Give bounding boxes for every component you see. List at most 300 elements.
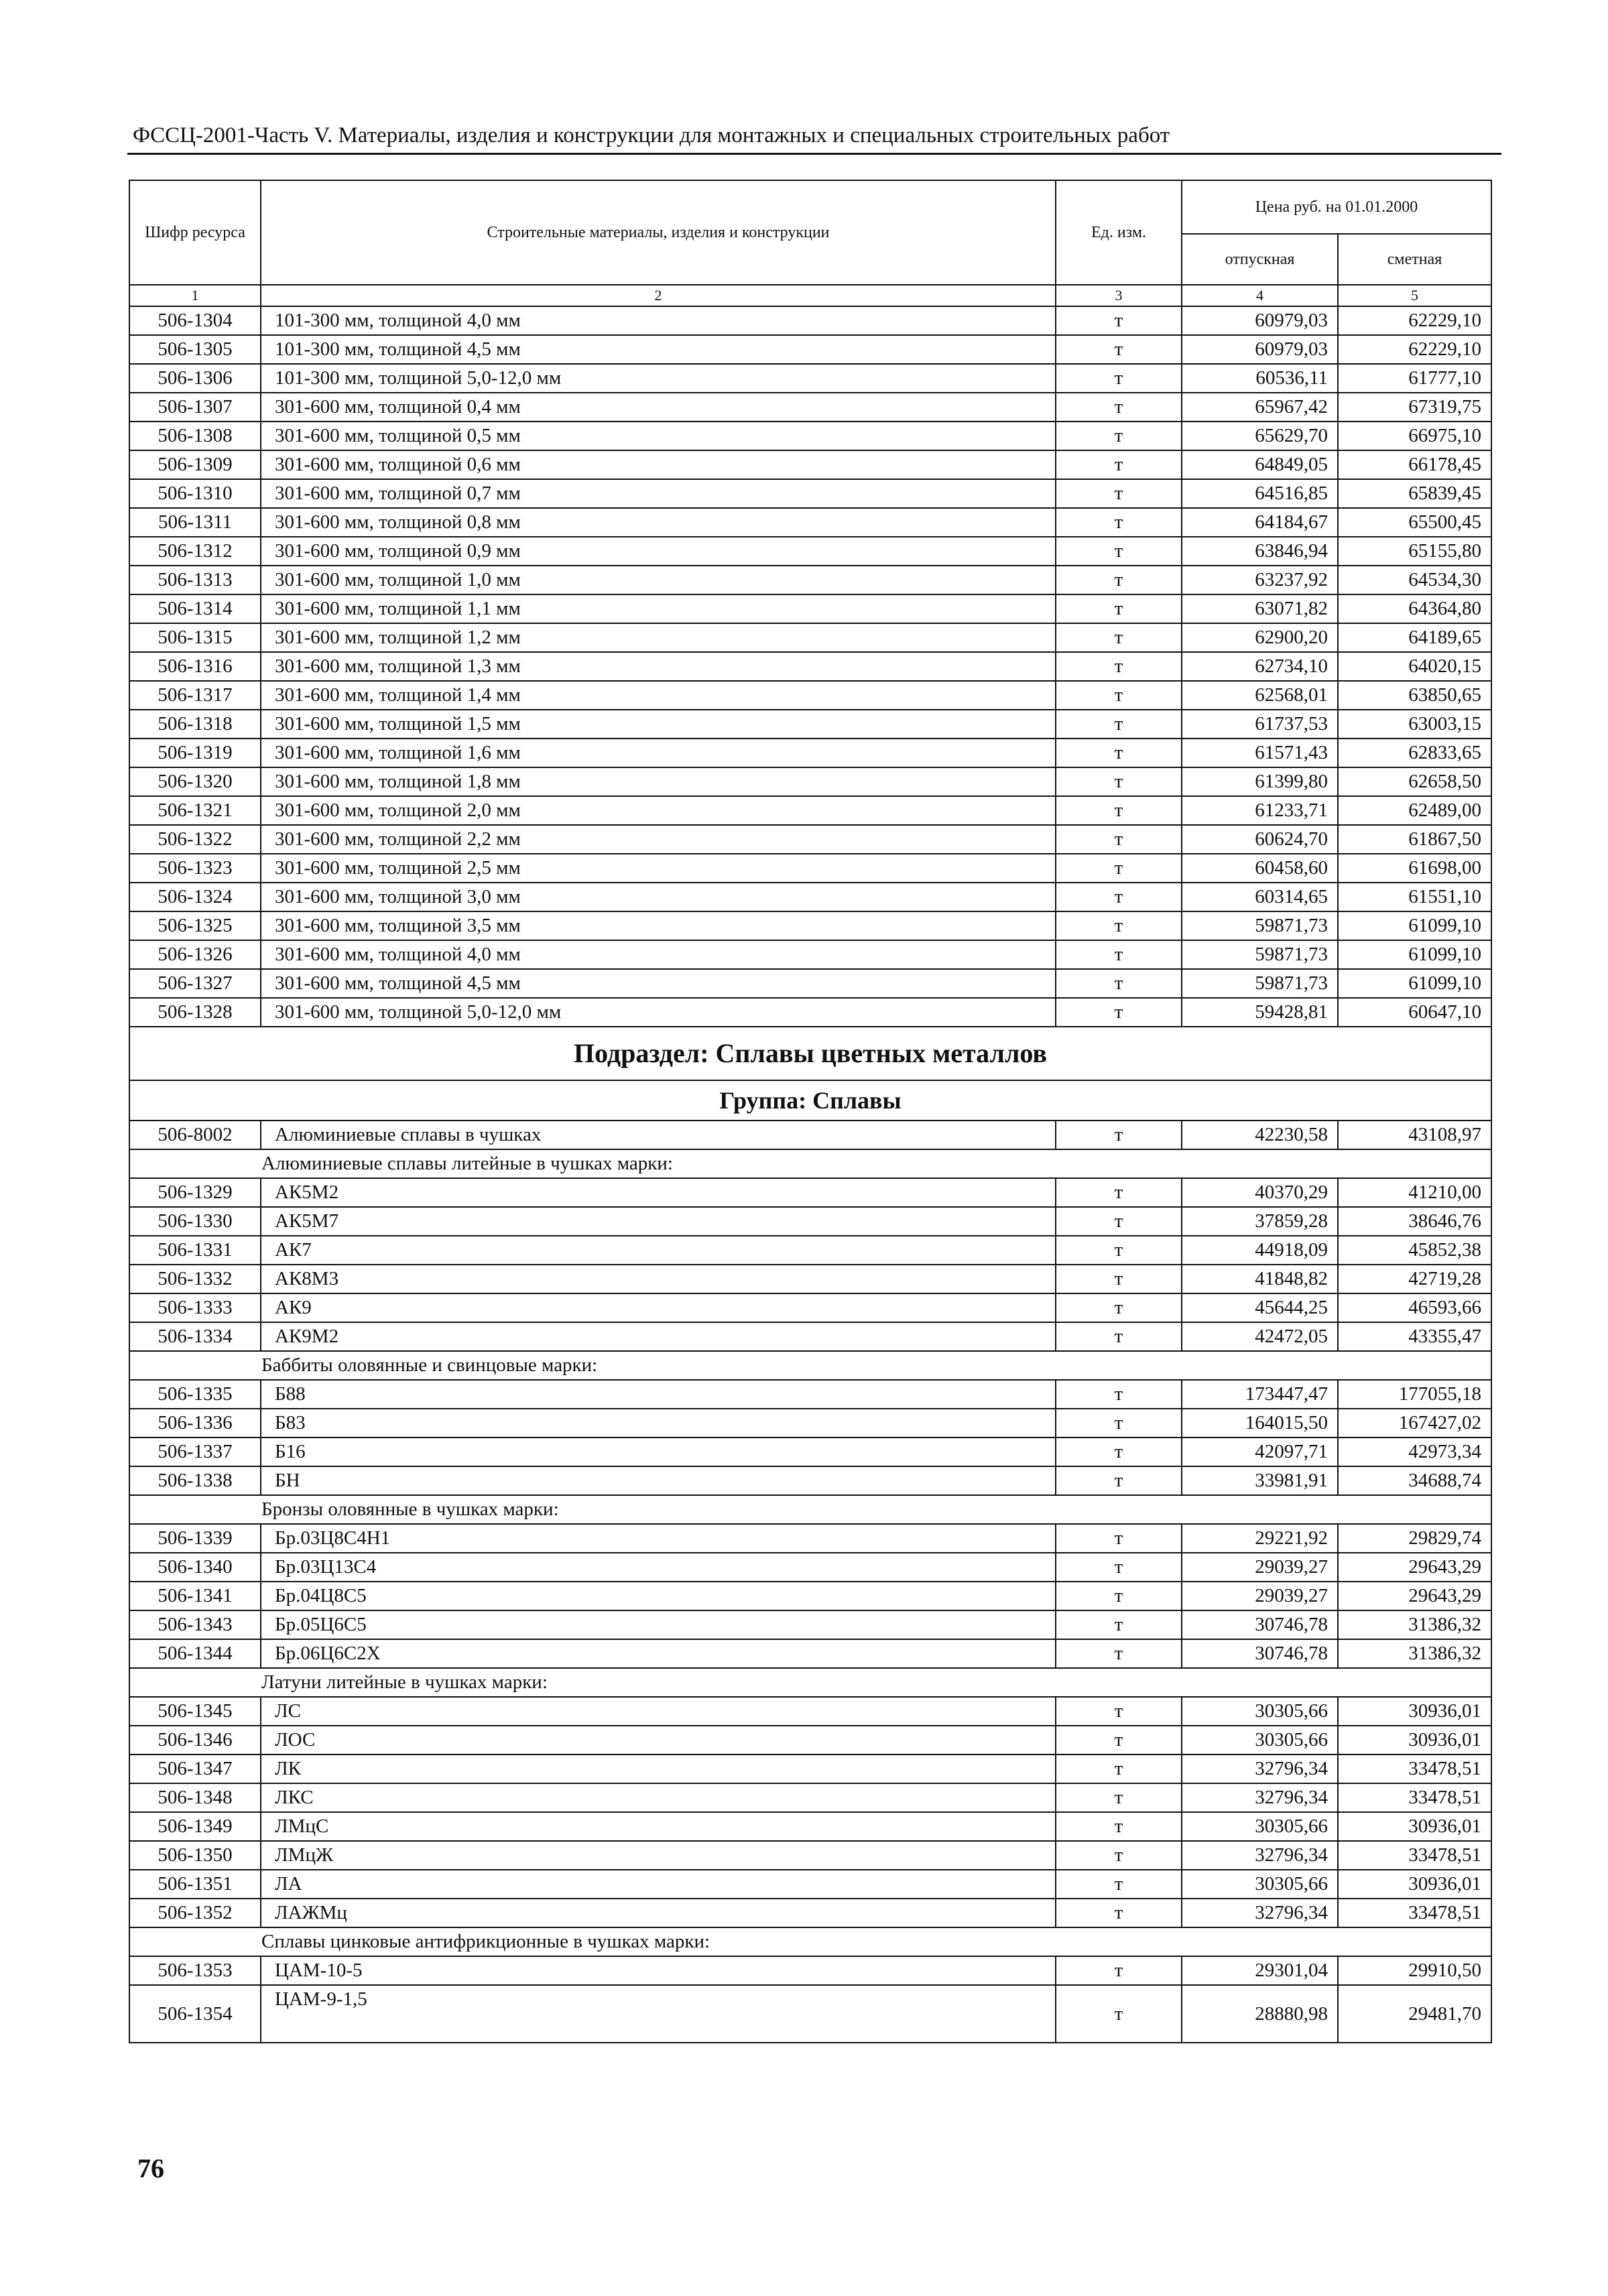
release-price: 62568,01 <box>1182 681 1338 710</box>
resource-code: 506-1352 <box>129 1899 261 1927</box>
table-row <box>129 710 1491 739</box>
label-row <box>129 1927 1491 1956</box>
estimate-price: 30936,01 <box>1338 1726 1491 1755</box>
table-row <box>129 1207 1491 1236</box>
material-description: 301-600 мм, толщиной 4,5 мм <box>261 969 1056 998</box>
release-price: 40370,29 <box>1182 1178 1338 1207</box>
resource-code: 506-1313 <box>129 566 261 594</box>
unit-of-measure: т <box>1056 1207 1182 1236</box>
release-price: 61399,80 <box>1182 767 1338 796</box>
resource-code: 506-1305 <box>129 335 261 364</box>
estimate-price: 64534,30 <box>1338 566 1491 594</box>
resource-code: 506-1333 <box>129 1293 261 1322</box>
resource-code: 506-1317 <box>129 681 261 710</box>
unit-of-measure: т <box>1056 1812 1182 1841</box>
table-row <box>129 1553 1491 1582</box>
estimate-price: 29643,29 <box>1338 1582 1491 1610</box>
table-row <box>129 537 1491 566</box>
unit-of-measure: т <box>1056 566 1182 594</box>
release-price: 61737,53 <box>1182 710 1338 739</box>
release-price: 61571,43 <box>1182 739 1338 767</box>
unit-of-measure: т <box>1056 652 1182 681</box>
table-row <box>129 652 1491 681</box>
release-price: 32796,34 <box>1182 1841 1338 1870</box>
unit-of-measure: т <box>1056 1639 1182 1668</box>
material-description: Бр.05Ц6С5 <box>261 1610 1056 1639</box>
unit-of-measure: т <box>1056 594 1182 623</box>
unit-of-measure: т <box>1056 854 1182 883</box>
material-description: Бр.04Ц8С5 <box>261 1582 1056 1610</box>
release-price: 60624,70 <box>1182 825 1338 854</box>
release-price: 30746,78 <box>1182 1610 1338 1639</box>
release-price: 30746,78 <box>1182 1639 1338 1668</box>
unit-of-measure: т <box>1056 1236 1182 1265</box>
estimate-price: 65155,80 <box>1338 537 1491 566</box>
release-price: 60536,11 <box>1182 364 1338 393</box>
material-description: 301-600 мм, толщиной 1,6 мм <box>261 739 1056 767</box>
estimate-price: 167427,02 <box>1338 1409 1491 1438</box>
resource-code: 506-1346 <box>129 1726 261 1755</box>
resource-code: 506-1338 <box>129 1466 261 1495</box>
release-price: 30305,66 <box>1182 1812 1338 1841</box>
release-price: 63237,92 <box>1182 566 1338 594</box>
material-description: 301-600 мм, толщиной 1,4 мм <box>261 681 1056 710</box>
estimate-price: 63003,15 <box>1338 710 1491 739</box>
table-row <box>129 1610 1491 1639</box>
resource-code: 506-1307 <box>129 393 261 422</box>
estimate-price: 64020,15 <box>1338 652 1491 681</box>
resource-code: 506-1334 <box>129 1322 261 1351</box>
group-row <box>129 1080 1491 1121</box>
material-description: Б16 <box>261 1438 1056 1466</box>
material-description: ЦАМ-10-5 <box>261 1956 1056 1985</box>
release-price: 59871,73 <box>1182 969 1338 998</box>
resource-code: 506-1335 <box>129 1380 261 1409</box>
estimate-price: 61777,10 <box>1338 364 1491 393</box>
unit-of-measure: т <box>1056 1956 1182 1985</box>
price-table <box>129 180 1492 2043</box>
column-number: 5 <box>1338 285 1491 306</box>
header-price-estimate: сметная <box>1338 234 1491 285</box>
material-description: 301-600 мм, толщиной 4,0 мм <box>261 940 1056 969</box>
material-description: 301-600 мм, толщиной 0,6 мм <box>261 450 1056 479</box>
resource-code: 506-1326 <box>129 940 261 969</box>
estimate-price: 42719,28 <box>1338 1265 1491 1293</box>
unit-of-measure: т <box>1056 998 1182 1027</box>
unit-of-measure: т <box>1056 767 1182 796</box>
resource-code: 506-1345 <box>129 1697 261 1726</box>
column-number: 1 <box>129 285 261 306</box>
material-description: ЛМцС <box>261 1812 1056 1841</box>
unit-of-measure: т <box>1056 1783 1182 1812</box>
material-description: Б83 <box>261 1409 1056 1438</box>
resource-code: 506-1324 <box>129 883 261 911</box>
material-description: ЛА <box>261 1870 1056 1899</box>
estimate-price: 61698,00 <box>1338 854 1491 883</box>
table-row <box>129 623 1491 652</box>
resource-code: 506-1311 <box>129 508 261 537</box>
estimate-price: 30936,01 <box>1338 1697 1491 1726</box>
table-row <box>129 883 1491 911</box>
release-price: 60458,60 <box>1182 854 1338 883</box>
header-price-release: отпускная <box>1182 234 1338 285</box>
release-price: 173447,47 <box>1182 1380 1338 1409</box>
material-description: 301-600 мм, толщиной 0,8 мм <box>261 508 1056 537</box>
material-description: 301-600 мм, толщиной 2,0 мм <box>261 796 1056 825</box>
material-description: 301-600 мм, толщиной 3,5 мм <box>261 911 1056 940</box>
material-description: 101-300 мм, толщиной 5,0-12,0 мм <box>261 364 1056 393</box>
estimate-price: 29829,74 <box>1338 1524 1491 1553</box>
estimate-price: 31386,32 <box>1338 1610 1491 1639</box>
unit-of-measure: т <box>1056 450 1182 479</box>
header-code: Шифр ресурса <box>129 180 261 285</box>
resource-code: 506-1320 <box>129 767 261 796</box>
resource-code: 506-1306 <box>129 364 261 393</box>
subgroup-label: Баббиты оловянные и свинцовые марки: <box>129 1351 1491 1380</box>
table-row <box>129 1265 1491 1293</box>
resource-code: 506-1314 <box>129 594 261 623</box>
table-row <box>129 1956 1491 1985</box>
estimate-price: 41210,00 <box>1338 1178 1491 1207</box>
table-row <box>129 969 1491 998</box>
table-row <box>129 1380 1491 1409</box>
page-number: 76 <box>137 2153 164 2183</box>
estimate-price: 43355,47 <box>1338 1322 1491 1351</box>
estimate-price: 66178,45 <box>1338 450 1491 479</box>
unit-of-measure: т <box>1056 1985 1182 2043</box>
estimate-price: 30936,01 <box>1338 1870 1491 1899</box>
resource-code: 506-1329 <box>129 1178 261 1207</box>
estimate-price: 33478,51 <box>1338 1783 1491 1812</box>
estimate-price: 33478,51 <box>1338 1899 1491 1927</box>
resource-code: 506-1340 <box>129 1553 261 1582</box>
resource-code: 506-1318 <box>129 710 261 739</box>
resource-code: 506-1327 <box>129 969 261 998</box>
material-description: ЛКС <box>261 1783 1056 1812</box>
estimate-price: 62229,10 <box>1338 306 1491 335</box>
material-description: ЛК <box>261 1755 1056 1783</box>
table-row <box>129 594 1491 623</box>
material-description: БН <box>261 1466 1056 1495</box>
resource-code: 506-1350 <box>129 1841 261 1870</box>
table-row <box>129 854 1491 883</box>
resource-code: 506-1343 <box>129 1610 261 1639</box>
estimate-price: 30936,01 <box>1338 1812 1491 1841</box>
release-price: 59428,81 <box>1182 998 1338 1027</box>
subgroup-label: Алюминиевые сплавы литейные в чушках марки: <box>129 1149 1491 1178</box>
release-price: 65629,70 <box>1182 422 1338 450</box>
release-price: 44918,09 <box>1182 1236 1338 1265</box>
estimate-price: 65500,45 <box>1338 508 1491 537</box>
resource-code: 506-1331 <box>129 1236 261 1265</box>
table-row <box>129 479 1491 508</box>
material-description: 301-600 мм, толщиной 1,1 мм <box>261 594 1056 623</box>
estimate-price: 29481,70 <box>1338 1985 1491 2043</box>
table-row <box>129 911 1491 940</box>
table-row <box>129 335 1491 364</box>
material-description: 301-600 мм, толщиной 1,8 мм <box>261 767 1056 796</box>
resource-code: 506-1351 <box>129 1870 261 1899</box>
header-price-group: Цена руб. на 01.01.2000 <box>1182 180 1491 234</box>
table-row <box>129 1466 1491 1495</box>
table-row <box>129 1236 1491 1265</box>
unit-of-measure: т <box>1056 883 1182 911</box>
unit-of-measure: т <box>1056 825 1182 854</box>
resource-code: 506-1348 <box>129 1783 261 1812</box>
material-description: ЦАМ-9-1,5 <box>261 1985 1056 2043</box>
material-description: Б88 <box>261 1380 1056 1409</box>
table-row <box>129 1178 1491 1207</box>
release-price: 42472,05 <box>1182 1322 1338 1351</box>
release-price: 29301,04 <box>1182 1956 1338 1985</box>
unit-of-measure: т <box>1056 1438 1182 1466</box>
material-description: 301-600 мм, толщиной 0,5 мм <box>261 422 1056 450</box>
release-price: 63846,94 <box>1182 537 1338 566</box>
table-row <box>129 739 1491 767</box>
table-row <box>129 1582 1491 1610</box>
resource-code: 506-1323 <box>129 854 261 883</box>
resource-code: 506-1344 <box>129 1639 261 1668</box>
table-row <box>129 1438 1491 1466</box>
header-divider <box>127 153 1501 155</box>
material-description: ЛОС <box>261 1726 1056 1755</box>
estimate-price: 33478,51 <box>1338 1755 1491 1783</box>
material-description: 301-600 мм, толщиной 2,2 мм <box>261 825 1056 854</box>
unit-of-measure: т <box>1056 1553 1182 1582</box>
material-description: 301-600 мм, толщиной 1,0 мм <box>261 566 1056 594</box>
resource-code: 506-1319 <box>129 739 261 767</box>
release-price: 29039,27 <box>1182 1582 1338 1610</box>
estimate-price: 62489,00 <box>1338 796 1491 825</box>
material-description: 101-300 мм, толщиной 4,5 мм <box>261 335 1056 364</box>
release-price: 62734,10 <box>1182 652 1338 681</box>
resource-code: 506-1347 <box>129 1755 261 1783</box>
estimate-price: 29910,50 <box>1338 1956 1491 1985</box>
table-row <box>129 1783 1491 1812</box>
table-row <box>129 1841 1491 1870</box>
label-row <box>129 1149 1491 1178</box>
resource-code: 506-1325 <box>129 911 261 940</box>
estimate-price: 61099,10 <box>1338 911 1491 940</box>
table-row <box>129 1524 1491 1553</box>
column-number: 2 <box>261 285 1056 306</box>
estimate-price: 177055,18 <box>1338 1380 1491 1409</box>
estimate-price: 38646,76 <box>1338 1207 1491 1236</box>
material-description: 301-600 мм, толщиной 3,0 мм <box>261 883 1056 911</box>
material-description: ЛС <box>261 1697 1056 1726</box>
table-row <box>129 825 1491 854</box>
resource-code: 506-1349 <box>129 1812 261 1841</box>
release-price: 64184,67 <box>1182 508 1338 537</box>
resource-code: 506-1328 <box>129 998 261 1027</box>
subgroup-label: Бронзы оловянные в чушках марки: <box>129 1495 1491 1524</box>
table-row <box>129 1726 1491 1755</box>
table-row <box>129 998 1491 1027</box>
group-title: Группа: Сплавы <box>129 1080 1491 1121</box>
release-price: 164015,50 <box>1182 1409 1338 1438</box>
material-description: АК9М2 <box>261 1322 1056 1351</box>
table-row <box>129 940 1491 969</box>
table-row <box>129 566 1491 594</box>
release-price: 59871,73 <box>1182 911 1338 940</box>
unit-of-measure: т <box>1056 1121 1182 1149</box>
estimate-price: 63850,65 <box>1338 681 1491 710</box>
material-description: 301-600 мм, толщиной 2,5 мм <box>261 854 1056 883</box>
table-row <box>129 1985 1491 2043</box>
unit-of-measure: т <box>1056 508 1182 537</box>
unit-of-measure: т <box>1056 537 1182 566</box>
release-price: 60979,03 <box>1182 306 1338 335</box>
table-row <box>129 1639 1491 1668</box>
material-description: 301-600 мм, толщиной 5,0-12,0 мм <box>261 998 1056 1027</box>
subgroup-label: Латуни литейные в чушках марки: <box>129 1668 1491 1697</box>
table-row <box>129 796 1491 825</box>
resource-code: 506-1332 <box>129 1265 261 1293</box>
release-price: 41848,82 <box>1182 1265 1338 1293</box>
material-description: АК9 <box>261 1293 1056 1322</box>
estimate-price: 29643,29 <box>1338 1553 1491 1582</box>
release-price: 29039,27 <box>1182 1553 1338 1582</box>
label-row <box>129 1668 1491 1697</box>
resource-code: 506-8002 <box>129 1121 261 1149</box>
unit-of-measure: т <box>1056 681 1182 710</box>
release-price: 42230,58 <box>1182 1121 1338 1149</box>
material-description: Бр.03Ц13С4 <box>261 1553 1056 1582</box>
resource-code: 506-1310 <box>129 479 261 508</box>
resource-code: 506-1322 <box>129 825 261 854</box>
material-description: Бр.06Ц6С2Х <box>261 1639 1056 1668</box>
estimate-price: 61551,10 <box>1338 883 1491 911</box>
table-body <box>129 306 1491 2043</box>
unit-of-measure: т <box>1056 1293 1182 1322</box>
unit-of-measure: т <box>1056 1582 1182 1610</box>
estimate-price: 31386,32 <box>1338 1639 1491 1668</box>
release-price: 60979,03 <box>1182 335 1338 364</box>
unit-of-measure: т <box>1056 335 1182 364</box>
table-row <box>129 422 1491 450</box>
resource-code: 506-1354 <box>129 1985 261 2043</box>
resource-code: 506-1337 <box>129 1438 261 1466</box>
table-row <box>129 393 1491 422</box>
release-price: 32796,34 <box>1182 1783 1338 1812</box>
resource-code: 506-1330 <box>129 1207 261 1236</box>
unit-of-measure: т <box>1056 422 1182 450</box>
unit-of-measure: т <box>1056 1322 1182 1351</box>
unit-of-measure: т <box>1056 1409 1182 1438</box>
estimate-price: 62658,50 <box>1338 767 1491 796</box>
release-price: 33981,91 <box>1182 1466 1338 1495</box>
estimate-price: 45852,38 <box>1338 1236 1491 1265</box>
resource-code: 506-1339 <box>129 1524 261 1553</box>
unit-of-measure: т <box>1056 479 1182 508</box>
table-row <box>129 1409 1491 1438</box>
material-description: АК5М2 <box>261 1178 1056 1207</box>
unit-of-measure: т <box>1056 1755 1182 1783</box>
unit-of-measure: т <box>1056 796 1182 825</box>
table-row <box>129 1121 1491 1149</box>
material-description: АК7 <box>261 1236 1056 1265</box>
estimate-price: 46593,66 <box>1338 1293 1491 1322</box>
unit-of-measure: т <box>1056 1899 1182 1927</box>
unit-of-measure: т <box>1056 1697 1182 1726</box>
material-description: АК8М3 <box>261 1265 1056 1293</box>
subgroup-label: Сплавы цинковые антифрикционные в чушках марки: <box>129 1927 1491 1956</box>
resource-code: 506-1312 <box>129 537 261 566</box>
estimate-price: 66975,10 <box>1338 422 1491 450</box>
table-row <box>129 1899 1491 1927</box>
table-row <box>129 1322 1491 1351</box>
material-description: 301-600 мм, толщиной 0,4 мм <box>261 393 1056 422</box>
release-price: 64516,85 <box>1182 479 1338 508</box>
table-row <box>129 1697 1491 1726</box>
release-price: 45644,25 <box>1182 1293 1338 1322</box>
release-price: 28880,98 <box>1182 1985 1338 2043</box>
release-price: 59871,73 <box>1182 940 1338 969</box>
column-number: 3 <box>1056 285 1182 306</box>
estimate-price: 43108,97 <box>1338 1121 1491 1149</box>
table-row <box>129 767 1491 796</box>
unit-of-measure: т <box>1056 911 1182 940</box>
subsection-title: Подраздел: Сплавы цветных металлов <box>129 1027 1491 1080</box>
unit-of-measure: т <box>1056 1610 1182 1639</box>
table-row <box>129 306 1491 335</box>
release-price: 61233,71 <box>1182 796 1338 825</box>
estimate-price: 64364,80 <box>1338 594 1491 623</box>
unit-of-measure: т <box>1056 1524 1182 1553</box>
material-description: АК5М7 <box>261 1207 1056 1236</box>
material-description: Бр.03Ц8С4Н1 <box>261 1524 1056 1553</box>
release-price: 63071,82 <box>1182 594 1338 623</box>
unit-of-measure: т <box>1056 623 1182 652</box>
unit-of-measure: т <box>1056 1726 1182 1755</box>
resource-code: 506-1315 <box>129 623 261 652</box>
estimate-price: 61099,10 <box>1338 940 1491 969</box>
header-description: Строительные материалы, изделия и конструкции <box>261 180 1056 285</box>
release-price: 65967,42 <box>1182 393 1338 422</box>
resource-code: 506-1316 <box>129 652 261 681</box>
page-header: ФССЦ-2001-Часть V. Материалы, изделия и конструкции для монтажных и специальных строительных работ <box>133 123 1170 147</box>
resource-code: 506-1341 <box>129 1582 261 1610</box>
resource-code: 506-1353 <box>129 1956 261 1985</box>
estimate-price: 67319,75 <box>1338 393 1491 422</box>
unit-of-measure: т <box>1056 393 1182 422</box>
resource-code: 506-1304 <box>129 306 261 335</box>
release-price: 42097,71 <box>1182 1438 1338 1466</box>
column-number: 4 <box>1182 285 1338 306</box>
header-unit: Ед. изм. <box>1056 180 1182 285</box>
table-row <box>129 1293 1491 1322</box>
unit-of-measure: т <box>1056 940 1182 969</box>
unit-of-measure: т <box>1056 1841 1182 1870</box>
release-price: 29221,92 <box>1182 1524 1338 1553</box>
material-description: ЛМцЖ <box>261 1841 1056 1870</box>
material-description: 301-600 мм, толщиной 1,2 мм <box>261 623 1056 652</box>
estimate-price: 61867,50 <box>1338 825 1491 854</box>
estimate-price: 62833,65 <box>1338 739 1491 767</box>
resource-code: 506-1309 <box>129 450 261 479</box>
estimate-price: 64189,65 <box>1338 623 1491 652</box>
release-price: 32796,34 <box>1182 1899 1338 1927</box>
unit-of-measure: т <box>1056 364 1182 393</box>
material-description: 301-600 мм, толщиной 1,5 мм <box>261 710 1056 739</box>
unit-of-measure: т <box>1056 306 1182 335</box>
material-description: 301-600 мм, толщиной 1,3 мм <box>261 652 1056 681</box>
material-description: 301-600 мм, толщиной 0,9 мм <box>261 537 1056 566</box>
estimate-price: 42973,34 <box>1338 1438 1491 1466</box>
material-description: ЛАЖМц <box>261 1899 1056 1927</box>
material-description: Алюминиевые сплавы в чушках <box>261 1121 1056 1149</box>
release-price: 30305,66 <box>1182 1697 1338 1726</box>
